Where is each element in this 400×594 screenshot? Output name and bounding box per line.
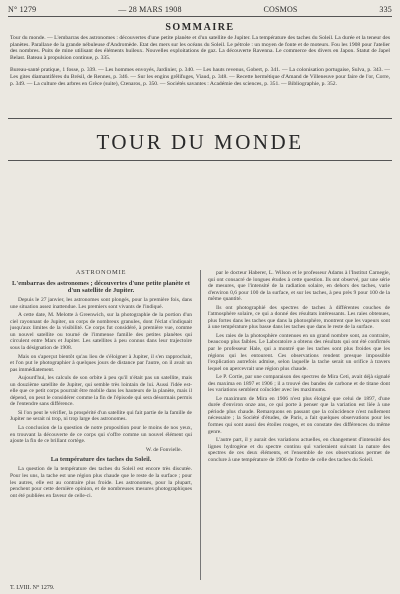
article-paragraph: A cette date, M. Melotte à Greenwich, sur la photographie de la portion d'un ciel rayonnant de Jupiter, un corps de nombreux granules, dont l'éclat s'indiquait jusqu'aux limites de la visibilité. Ce corps fut considéré, à première vue, comme un nouvel satellite ou tourné de l'immense famille des petites planètes qui circulent entre Mars et Jupiter. Les satellites à peu connus dans leur trajectoire sous la désignation de 1908. [10, 312, 192, 351]
left-column [10, 270, 192, 580]
page-footer: T. LVIII. N° 1279. [10, 585, 55, 591]
article-paragraph: La question de la température des taches du Soleil est encore très discutée. Pour les uns, la tache est une région plus chaude que le reste de la surface ; pour les autres, elle est au contraire plus froide. Les astronomes, pour la plupart, penchent pour cette dernière opinion, et de nombreuses mesures photographiques ont été publiées en faveur de celle-ci. [10, 466, 192, 499]
right-column [208, 270, 390, 580]
article-paragraph: Ils ont photographié des spectres de taches à différentes couches de l'atmosphère solaire, ce qui a donné des résultats intéressants. Les raies obtenues, plus fortes dans les taches que dans la photosphère, montrent que les vapeurs sont à une température plus basse dans les taches que dans le reste de la surface. [208, 304, 390, 331]
title-rule [8, 160, 392, 161]
summary-paragraph: Tour du monde. — L'embarras des astronomes : découvertes d'une petite planète et d'un satellite de Jupiter. La température des taches du Soleil. La durée et la teneur des planètes. Parallaxe de la grande nébuleuse d'Andromède. Etat des mers sur les océans du Soleil. Le pétrole : un moyen de fonte et de moteurs. Fou les 1908 pour l'atelier des nombres. Puits de mine utilisant des éléments huileux. Nouvelles exploitations de gaz. La découverte Ravenna. Le commerce des divers en Japon. Statut de Japel Belast. Bateau à propulsion continue, p. 335. [10, 35, 390, 61]
article-paragraph: Mais on s'aperçut bientôt qu'au lieu de s'éloigner à Jupiter, il s'en rapprochait, et l'on put le photographier à quelques jours de distance par l'autre, on il avait un pas immédiatement. [10, 353, 192, 373]
column-divider [200, 270, 201, 580]
issue-date: — 28 MARS 1908 [118, 4, 182, 14]
journal-name: COSMOS [263, 4, 298, 14]
article-paragraph: L'autre part, il y aurait des variations actuelles, en changement d'intensité des lignes hydrogène et du spectre continu qui varieraient suivant la nature des spectres de ces deux éléments, et l'ensemble de ces observations permet de conclure à une température de 1906 de l'ordre de celle des taches du Soleil. [208, 437, 390, 463]
article-paragraph: Les raies de la photosphère contenues en un grand nombre sont, au contraire, beaucoup plus faibles. Le Laboratoire a obtenu des résultats qui ont été confirmés par le professeur Hale, qui a montré que les taches sont plus froides que les régions qui les entourent. Ces observations rendent presque impossible l'explication autrefois admise, selon laquelle la tache serait un orifice à travers lequel on apercevrait une région plus chaude. [208, 332, 390, 372]
article-paragraph: par le docteur Haberer, L. Wilson et le professeur Adams à l'Institut Carnegie, qui ont consacré de longues études à cette question. Ils ont observé, par une série de mesures, que l'intensité de la radiation solaire, en dehors des taches, varie d'environ 0,6 pour 100 de la surface, et sur les taches, à peu près 9 pour 100 de la même quantité. [208, 270, 390, 303]
article-paragraph: La conclusion de la question de notre proposition pour le moins de nos yeux, en trouvant la découverte de ce corps qui s'offre comme un nouvel élément qui ajoute la fin de ce brillant cortège. [10, 424, 192, 445]
header-rule [8, 16, 392, 17]
article-paragraph: Si l'on peut le vérifier, la prospérité d'un satellite qui fait partie de la famille de Jupiter ne serait ni trop, ni trop large des astronomes. [10, 409, 192, 423]
sommaire-summary [10, 35, 390, 93]
sommaire-rule [8, 118, 392, 119]
main-section-title: TOUR DU MONDE [96, 130, 304, 154]
article-paragraph: Le maximum de Mira en 1906 n'est plus éloigné que celui de 1897, d'une durée d'environ onze ans, ce qui porte à penser que la variation est liée à une période plus chaude. Remarquons en passant que la coïncidence n'est nullement nécessaire ; la Société d'études, de Paris, a fait quelques observations pour les formes qui sont aussi des étoiles rouges, et on constate des différences du même genre. [208, 395, 390, 435]
author-signature: W. de Fonvielle. [145, 446, 182, 453]
sommaire-title: SOMMAIRE [165, 22, 235, 33]
section-heading: ASTRONOMIE [75, 270, 127, 276]
article-paragraph: Depuis le 27 janvier, les astronomes sont plongés, pour la première fois, dans une situation assez inattendue. Les premiers sont vivants de l'indiqué. [10, 297, 192, 310]
article-paragraph: Aujourd'hui, les calculs de son orbite à peu qu'il n'était pas un satellite, mais un douzième satellite de Jupiter, qui semble très lointain de lui. Aussi l'idée est-elle que ce petit corps pourrait être mobile dans les hauteurs de la planète, mais il dépend, on peut le considérer comme la fin de l'épisode qui sera désormais permis de l'entendre sans différence. [10, 375, 192, 408]
article-title: La température des taches du Soleil. [50, 456, 152, 464]
summary-paragraph: Bureau-santé pratique, 1 fosse, p. 339. — Les hommes envoyés, Jardinier, p. 340. — Les hauts revenus, Gobert, p. 341. — La colonisation portugaise, Sulva, p. 343. — Les gites diamantifères du Brésil, de Rennes, p. 346. — Sur les engins grêlifuges, Viaud, p. 348. — Recette hermétique d'Amand de Villeneuve pour faire de l'or, Corre, p. 349. — La culture des arbres en Grèce (suite), Ctenaros, p. 350. — Sociétés savantes : Académie des sciences, p. 351. — Bibliographie, p. 352. [10, 67, 390, 87]
issue-number: N° 1279 [8, 4, 37, 14]
article-paragraph: Le P. Cortie, par une comparaison des spectres de Mira Ceti, avait déjà signalé des maxima en 1897 et 1906 ; il a trouvé des bandes de carbone et de titane dont les variations semblent coïncider avec les maximums. [208, 374, 390, 394]
page-number: 335 [379, 4, 392, 14]
running-header [8, 3, 392, 15]
article-title: L'embarras des astronomes ; découvertes d'une petite planète et d'un satellite de Jupiter. [12, 279, 190, 294]
